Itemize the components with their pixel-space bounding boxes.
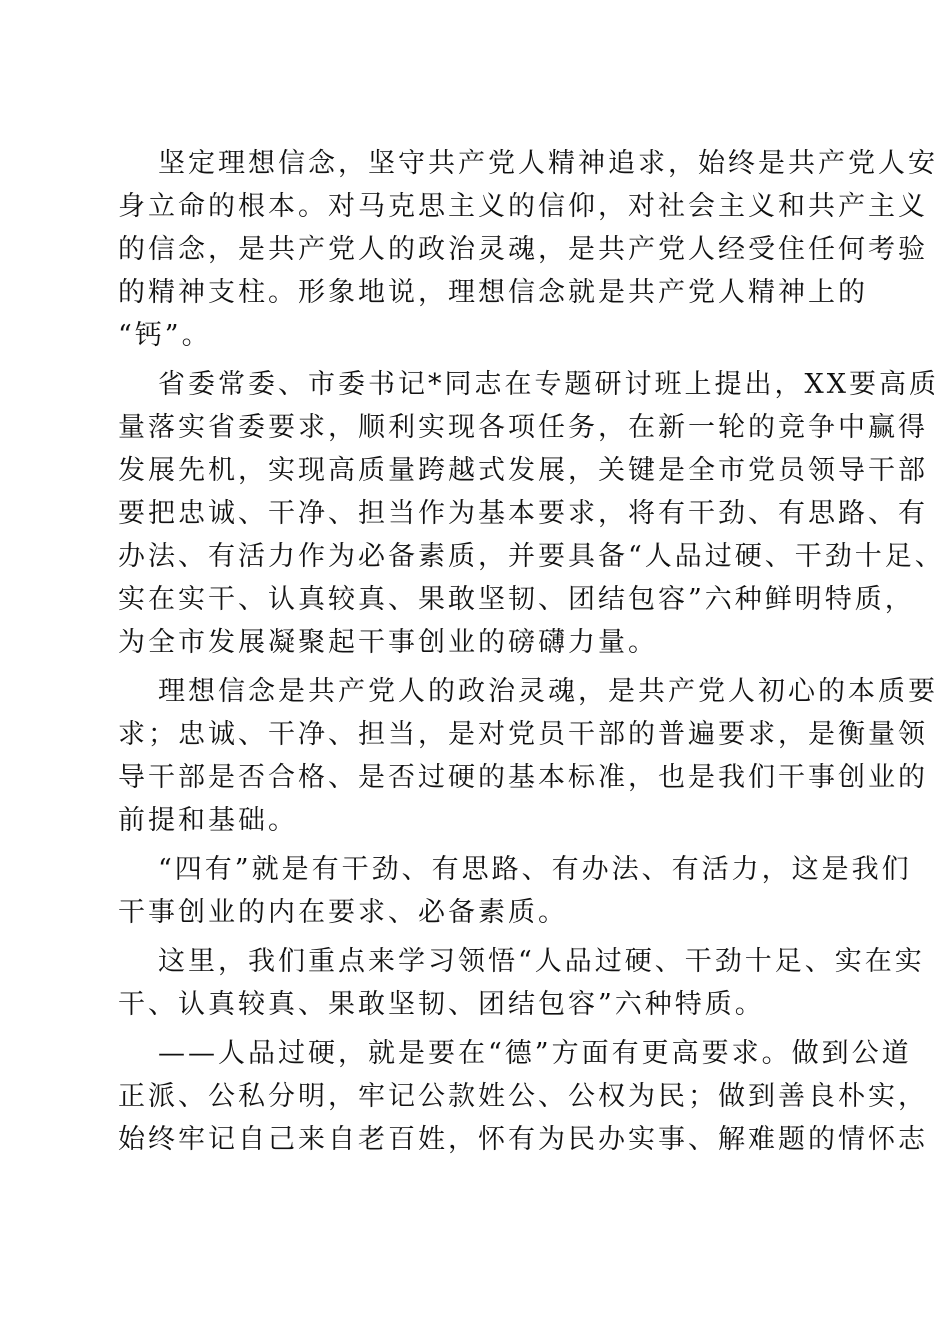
text-line: 这里，我们重点来学习领悟“人品过硬、干劲十足、实在实 — [158, 946, 925, 977]
text-line: 干事创业的内在要求、必备素质。 — [118, 897, 568, 928]
text-line: 量落实省委要求，顺利实现各项任务，在新一轮的竞争中赢得 — [118, 412, 928, 443]
text-line: 导干部是否合格、是否过硬的基本标准，也是我们干事创业的 — [118, 762, 928, 793]
text-line: 为全市发展凝聚起干事创业的磅礴力量。 — [118, 627, 658, 658]
text-line: 身立命的根本。对马克思主义的信仰，对社会主义和共产主义 — [118, 191, 928, 222]
text-line: 干、认真较真、果敢坚韧、团结包容”六种特质。 — [118, 989, 765, 1020]
text-line: 要把忠诚、干净、担当作为基本要求，将有干劲、有思路、有 — [118, 498, 928, 529]
text-line: 发展先机，实现高质量跨越式发展，关键是全市党员领导干部 — [118, 455, 928, 486]
text-line: ——人品过硬，就是要在“德”方面有更高要求。做到公道 — [158, 1038, 912, 1069]
text-line: “钙”。 — [118, 320, 212, 351]
text-line: 正派、公私分明，牢记公款姓公、公权为民；做到善良朴实， — [118, 1081, 928, 1112]
text-line: 办法、有活力作为必备素质，并要具备“人品过硬、干劲十足、 — [118, 541, 945, 572]
text-line: 省委常委、市委书记*同志在专题研讨班上提出，XX要高质 — [158, 369, 939, 400]
text-line: 理想信念是共产党人的政治灵魂，是共产党人初心的本质要 — [158, 676, 938, 707]
text-line: 坚定理想信念，坚守共产党人精神追求，始终是共产党人安 — [158, 148, 938, 179]
text-line: 的信念，是共产党人的政治灵魂，是共产党人经受住任何考验 — [118, 234, 928, 265]
text-line: 求；忠诚、干净、担当，是对党员干部的普遍要求，是衡量领 — [118, 719, 928, 750]
text-line: “四有”就是有干劲、有思路、有办法、有活力，这是我们 — [158, 854, 912, 885]
text-line: 前提和基础。 — [118, 805, 298, 836]
text-line: 实在实干、认真较真、果敢坚韧、团结包容”六种鲜明特质， — [118, 584, 915, 615]
text-line: 的精神支柱。形象地说，理想信念就是共产党人精神上的 — [118, 277, 868, 308]
text-line: 始终牢记自己来自老百姓，怀有为民办实事、解难题的情怀志 — [118, 1124, 928, 1155]
